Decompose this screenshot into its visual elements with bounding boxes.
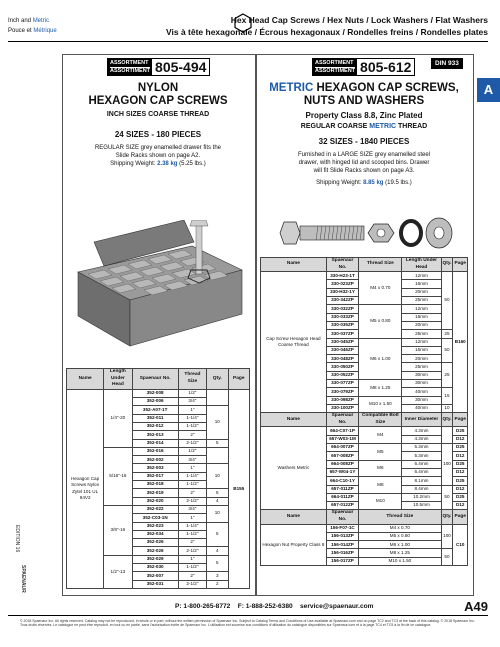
left-subtitle: INCH SIZES COARSE THREAD <box>106 111 210 118</box>
qty-cell: 5 <box>207 439 228 447</box>
right-desc-1: Furnished in a LARGE SIZE grey enamelled steel <box>297 152 431 158</box>
thread-size-cell: M10 x 1.50 <box>359 557 441 565</box>
length-cell: 1" <box>178 406 206 414</box>
part-number-cell: 352-A07-1T <box>132 406 178 414</box>
length-cell: 1" <box>178 464 206 472</box>
part-number-cell: 657-W03-1M <box>326 435 358 443</box>
left-assortment-badge <box>107 58 210 76</box>
length-cell: 12mm <box>402 305 441 313</box>
table-row <box>261 272 468 280</box>
qty-cell: 25 <box>441 330 453 338</box>
part-number-cell: 330-050ZP <box>326 363 358 371</box>
product-name-cell: Hexagon Cap Screws Nylon Zytel 101 UL 94V2 <box>67 389 104 588</box>
part-number-cell: 657-008ZP <box>326 452 358 460</box>
thread-size-cell: M5 x 0.80 <box>359 305 402 338</box>
thread-size-cell: M6 x 1.00 <box>359 541 441 549</box>
header-titles <box>166 14 488 38</box>
footer-phone: P: 1-800-265-8772 <box>175 603 231 610</box>
footer-divider <box>8 615 488 616</box>
hardware-image <box>262 212 467 254</box>
part-number-cell: 330-H32-1Y <box>326 288 358 296</box>
table-row <box>67 389 250 397</box>
page-number: A49 <box>464 599 488 614</box>
table-header: Name Spaenaur No. Thread Size Qty. Page <box>261 510 468 524</box>
length-cell: 2" <box>178 431 206 439</box>
part-number-cell: 156-013ZP <box>326 532 358 540</box>
page-cell: D12 <box>453 435 468 443</box>
qty-cell: 100 <box>441 444 453 485</box>
part-number-cell: 330-023ZP <box>326 280 358 288</box>
length-cell: 30mm <box>402 371 441 379</box>
qty-cell: 15 <box>441 388 453 405</box>
qty-cell: 25 <box>441 363 453 388</box>
qty-cell <box>207 389 228 406</box>
thread-size-cell: M4 x 0.70 <box>359 524 441 532</box>
right-weight-value: 8.85 kg <box>363 180 384 186</box>
part-number-cell: 352-017 <box>132 472 178 480</box>
right-title-block <box>256 82 472 187</box>
part-number-cell: 664-007ZP <box>326 444 358 452</box>
qty-cell: 50 <box>441 272 453 330</box>
part-number-cell: 352-003 <box>132 464 178 472</box>
length-cell: 1/2" <box>178 389 206 397</box>
footer-fine-print: © 2018 Spaenaur Inc. All rights reserved. Catalog may not be reproduced, in whole or in part, without the written permission of Spaenaur Inc. Subject to Catalog Terms and Conditions of Use available at Spaenaur.com and on page TC2 and TC3 at the back of this catalog. © 2018 Spaenaur Inc. Tous droits réservés. Le catalogue ne peut être reproduit, en tout ou en partie, sans l'autorisation écrite de Spaenaur Inc. L'utilisation est soumise aux conditions d'utilisation du catalogue disponibles sur Spaenaur.com et à la page TC4 et TC5 à la fin de ce catalogue. <box>20 619 475 628</box>
part-number-cell: 352-006 <box>132 398 178 406</box>
part-number-cell: 330-079ZP <box>326 388 358 396</box>
page-cell: D25 <box>453 460 468 468</box>
section-tab[interactable]: A <box>477 78 500 102</box>
qty-cell: 50 <box>441 485 453 510</box>
qty-cell: 3 <box>207 572 228 580</box>
length-cell: 3/4" <box>178 398 206 406</box>
part-number-cell: 156-014ZP <box>326 541 358 549</box>
inner-diameter-cell: 8.1mm <box>402 477 441 485</box>
left-desc-1: REGULAR SIZE grey enamelled drawer fits the <box>94 145 222 151</box>
page-cell: D12 <box>453 502 468 510</box>
header-metrique: Métrique <box>33 28 57 34</box>
length-cell: 2-1/2" <box>178 497 206 505</box>
part-number-cell: 330-100ZP <box>326 404 358 412</box>
page-cell: C10 <box>453 524 468 565</box>
left-weight-value: 2.38 kg <box>157 161 178 167</box>
length-cell: 1" <box>178 514 206 522</box>
length-cell: 20mm <box>402 321 441 329</box>
bolt-size-cell: M8 <box>359 477 402 494</box>
qty-cell: 5 <box>207 522 228 547</box>
part-number-cell: 352-034 <box>132 530 178 538</box>
part-number-cell: 330-052ZP <box>326 371 358 379</box>
part-number-cell: 330-098ZP <box>326 396 358 404</box>
page-cell: D25 <box>453 427 468 435</box>
right-spec-table <box>260 257 468 566</box>
assortment-number: 805-494 <box>155 59 207 75</box>
length-cell: 1-1/2" <box>178 564 206 572</box>
part-number-cell: 330-037ZP <box>326 330 358 338</box>
brand-label: SPAENAUR <box>20 565 26 593</box>
page-cell: D25 <box>453 444 468 452</box>
right-subtitle: Property Class 8.8, Zinc Plated <box>305 111 423 120</box>
footer-contact <box>175 603 374 610</box>
thread-size-cell: M10 x 1.50 <box>359 396 402 413</box>
part-number-cell: 330-H23-1T <box>326 272 358 280</box>
part-number-cell: 352-026 <box>132 539 178 547</box>
thread-size-cell: M6 x 1.00 <box>359 338 402 379</box>
part-number-cell: 352-014 <box>132 439 178 447</box>
qty-cell <box>441 427 453 444</box>
thread-size-cell: M8 x 1.25 <box>359 380 402 397</box>
length-cell: 40mm <box>402 404 441 412</box>
part-number-cell: 330-033ZP <box>326 313 358 321</box>
part-number-cell: 664-008ZP <box>326 460 358 468</box>
part-number-cell: 352-012 <box>132 422 178 430</box>
length-cell: 25mm <box>402 297 441 305</box>
left-weight: Shipping Weight: 2.38 kg (5.25 lbs.) <box>110 161 206 167</box>
product-name-cell: Hexagon Nut Property Class 8 <box>261 524 327 565</box>
edition-label: EDITION 16 <box>14 525 20 553</box>
length-cell: 20mm <box>402 288 441 296</box>
part-number-cell: 352-026 <box>132 547 178 555</box>
part-number-cell: 330-035ZP <box>326 321 358 329</box>
length-cell: 1-1/4" <box>178 472 206 480</box>
din-badge: DIN 933 <box>431 58 463 69</box>
header-divider <box>8 41 488 42</box>
length-cell: 25mm <box>402 330 441 338</box>
part-number-cell: 657-011ZP <box>326 485 358 493</box>
length-cell: 12mm <box>402 338 441 346</box>
length-cell: 2-1/2" <box>178 580 206 588</box>
thread-size-cell: 3/8"-16 <box>104 505 132 555</box>
thread-size-cell: 1/4"-20 <box>104 389 132 447</box>
qty-cell: 10 <box>207 464 228 489</box>
part-number-cell: 352-002 <box>132 456 178 464</box>
length-cell: 2" <box>178 489 206 497</box>
right-title-1: METRIC HEXAGON CAP SCREWS, <box>269 82 459 94</box>
right-assortment-number: 805-612 <box>360 59 412 75</box>
length-cell: 2-1/2" <box>178 547 206 555</box>
table-header: Name Spaenaur No. Compatible Bolt Size Inner Diameter Qty. Page <box>261 413 468 427</box>
page-cell: D25 <box>453 477 468 485</box>
left-sizes: 24 SIZES - 180 PIECES <box>114 130 202 139</box>
left-title-block <box>62 82 254 168</box>
left-table-header: Name Length Under Head Spaenaur No. Thread Size Qty. Page <box>67 369 250 390</box>
inner-diameter-cell: 4.3mm <box>402 435 441 443</box>
part-number-cell: 352-C03-1N <box>132 514 178 522</box>
length-cell: 2" <box>178 572 206 580</box>
part-number-cell: 352-011 <box>132 414 178 422</box>
header-left <box>8 16 57 36</box>
inner-diameter-cell: 10.5mm <box>402 502 441 510</box>
right-desc-2: drawer, with hinged lid and scooped bins. Drawer <box>298 160 430 166</box>
table-header: Name Spaenaur No. Thread Size Length Under Head Qty. Page <box>261 258 468 272</box>
assortment-label-fr: ASSORTIMENT <box>110 67 151 74</box>
length-cell: 16mm <box>402 313 441 321</box>
length-cell: 16mm <box>402 280 441 288</box>
inner-diameter-cell: 6.4mm <box>402 460 441 468</box>
qty-cell: 2 <box>207 580 228 588</box>
bolt-size-cell: M6 <box>359 460 402 477</box>
header-title-en: Hex Head Cap Screws / Hex Nuts / Lock Washers / Flat Washers <box>230 15 488 25</box>
page-cell: D12 <box>453 452 468 460</box>
part-number-cell: 352-022 <box>132 505 178 513</box>
product-name-cell: Washers Metric <box>261 427 327 510</box>
inner-diameter-cell: 4.3mm <box>402 427 441 435</box>
header-metric: Metric <box>32 18 50 24</box>
left-spec-table <box>66 368 250 589</box>
footer-email[interactable]: service@spaenaur.com <box>300 603 374 610</box>
header-pouce: Pouce et <box>8 28 34 34</box>
page-cell: D12 <box>453 468 468 476</box>
bolt-size-cell: M5 <box>359 444 402 461</box>
part-number-cell: 156-016ZP <box>326 549 358 557</box>
length-cell: 1-1/2" <box>178 481 206 489</box>
right-assortment-badge: ASSORTMENT ASSORTIMENT 805-612 <box>312 58 415 76</box>
part-number-cell: 330-077ZP <box>326 380 358 388</box>
product-name-cell: Cap Screw Hexagon Head Coarse Thread <box>261 272 327 413</box>
qty-cell: 5 <box>207 489 228 497</box>
part-number-cell: 352-013 <box>132 431 178 439</box>
qty-cell: 4 <box>207 547 228 555</box>
part-number-cell: 352-007 <box>132 572 178 580</box>
length-cell: 3/4" <box>178 505 206 513</box>
part-number-cell: 330-046ZP <box>326 346 358 354</box>
qty-cell: 10 <box>441 404 453 412</box>
length-cell: 1-1/4" <box>178 414 206 422</box>
page-cell: D25 <box>453 493 468 501</box>
bolt-size-cell: M4 <box>359 427 402 444</box>
length-cell: 1/2" <box>178 447 206 455</box>
inner-diameter-cell: 10.2mm <box>402 493 441 501</box>
thread-size-cell: 1/2"-13 <box>104 555 132 588</box>
length-cell: 30mm <box>402 396 441 404</box>
length-cell: 12mm <box>402 272 441 280</box>
part-number-cell: 352-008 <box>132 389 178 397</box>
table-row <box>261 524 468 532</box>
qty-cell: 50 <box>441 338 453 363</box>
page-cell: B160 <box>453 272 468 413</box>
header-inch: Inch and <box>8 18 33 24</box>
inner-diameter-cell: 6.4mm <box>402 468 441 476</box>
assortment-label: ASSORTMENT <box>110 59 149 66</box>
right-title-2: NUTS AND WASHERS <box>303 95 425 107</box>
left-title-1: NYLON <box>137 82 179 94</box>
length-cell: 16mm <box>402 346 441 354</box>
bolt-size-cell: M10 <box>359 493 402 510</box>
part-number-cell: 352-019 <box>132 489 178 497</box>
part-number-cell: 352-030 <box>132 564 178 572</box>
thread-size-cell: 5/16"-18 <box>104 447 132 505</box>
part-number-cell: 156-F07-1C <box>326 524 358 532</box>
part-number-cell: 330-045ZP <box>326 338 358 346</box>
inner-diameter-cell: 8.4mm <box>402 485 441 493</box>
left-desc-2: Slide Racks shown on page A2. <box>115 153 201 159</box>
qty-cell: 5 <box>207 555 228 572</box>
length-cell: 20mm <box>402 355 441 363</box>
qty-cell: 50 <box>441 549 453 566</box>
footer-fax: F: 1-888-252-6380 <box>237 603 293 610</box>
right-sizes: 32 SIZES - 1840 PIECES <box>318 137 410 146</box>
qty-cell: 100 <box>441 524 453 549</box>
qty-cell: 10 <box>207 406 228 439</box>
part-number-cell: 664-C07-1P <box>326 427 358 435</box>
thread-size-cell: M4 x 0.70 <box>359 272 402 305</box>
part-number-cell: 352-018 <box>132 481 178 489</box>
part-number-cell: 352-020 <box>132 497 178 505</box>
right-desc-3: will fit Slide Racks shown on page A3. <box>313 168 415 174</box>
part-number-cell: 657-012ZP <box>326 502 358 510</box>
inner-diameter-cell: 5.3mm <box>402 444 441 452</box>
part-number-cell: 330-048ZP <box>326 355 358 363</box>
length-cell: 1-1/2" <box>178 530 206 538</box>
part-number-cell: 352-031 <box>132 580 178 588</box>
part-number-cell: 664-011ZP <box>326 493 358 501</box>
length-cell: 1-1/2" <box>178 422 206 430</box>
tray-drawer-image <box>74 220 244 350</box>
part-number-cell: 352-023 <box>132 522 178 530</box>
part-number-cell: 156-017ZP <box>326 557 358 565</box>
inner-diameter-cell: 5.3mm <box>402 452 441 460</box>
right-thread: REGULAR COARSE METRIC THREAD <box>300 123 428 130</box>
part-number-cell: 330-032ZP <box>326 305 358 313</box>
thread-size-cell: M8 x 1.25 <box>359 549 441 557</box>
left-title-2: HEXAGON CAP SCREWS <box>88 95 228 107</box>
length-cell: 30mm <box>402 380 441 388</box>
length-cell: 1-1/4" <box>178 522 206 530</box>
part-number-cell: 352-016 <box>132 447 178 455</box>
right-weight: Shipping Weight: 8.85 kg (19.5 lbs.) <box>316 180 412 186</box>
length-cell: 25mm <box>402 363 441 371</box>
qty-cell: 10 <box>207 505 228 522</box>
part-number-cell: 664-C10-1Y <box>326 477 358 485</box>
part-number-cell: 352-029 <box>132 555 178 563</box>
page-cell: B155 <box>228 389 250 588</box>
qty-cell: 4 <box>207 497 228 505</box>
part-number-cell: 330-342ZP <box>326 297 358 305</box>
header-title-fr: Vis à tête hexagonale / Écrous hexagonaux / Rondelles freins / Rondelles plates <box>165 27 488 37</box>
length-cell: 2-1/2" <box>178 439 206 447</box>
qty-cell <box>207 447 228 464</box>
part-number-cell: 657-W04-1Y <box>326 468 358 476</box>
length-cell: 40mm <box>402 388 441 396</box>
length-cell: 3/4" <box>178 456 206 464</box>
length-cell: 1" <box>178 555 206 563</box>
thread-size-cell: M5 x 0.80 <box>359 532 441 540</box>
table-row <box>261 427 468 435</box>
page-cell: D12 <box>453 485 468 493</box>
length-cell: 2" <box>178 539 206 547</box>
